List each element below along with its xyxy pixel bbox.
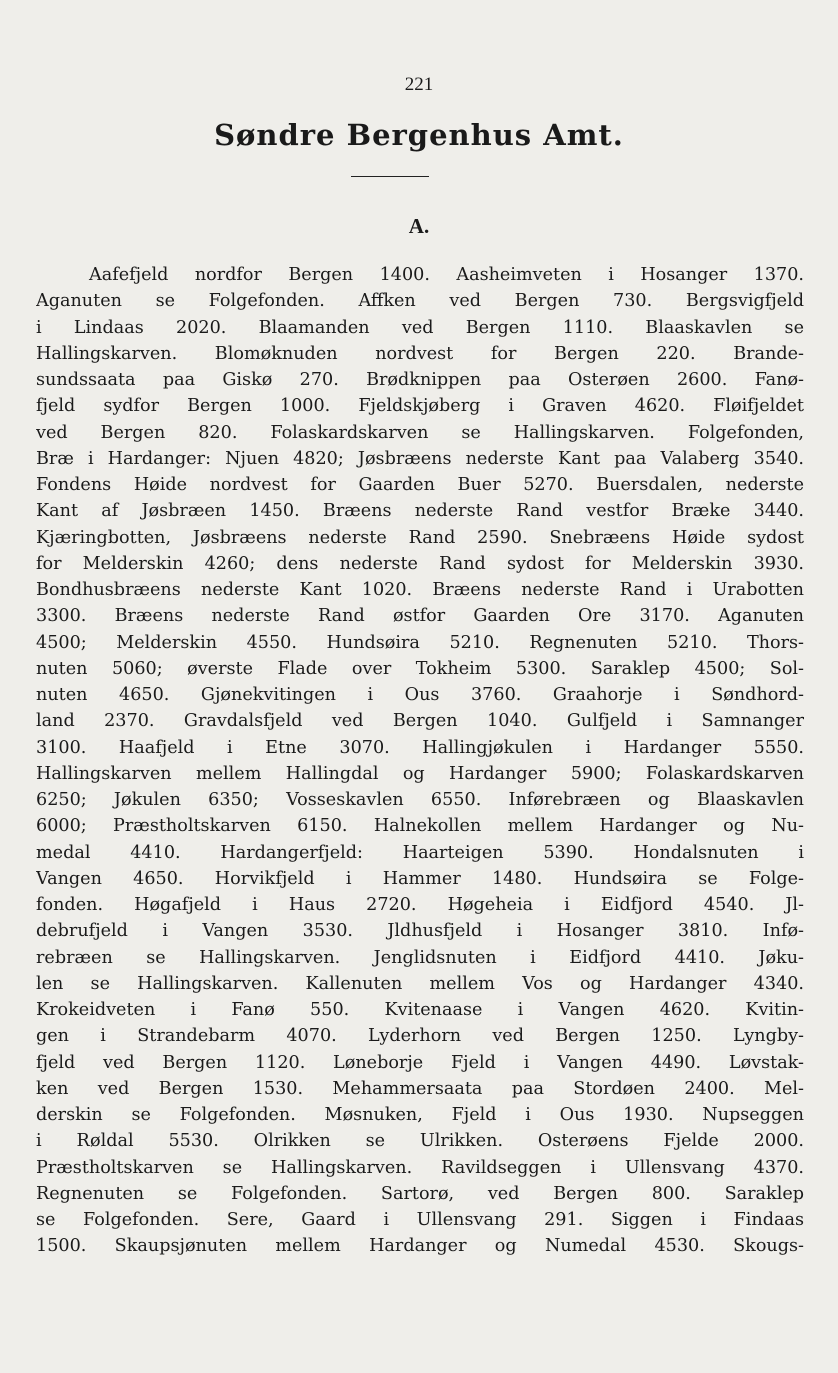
text-line: 1500. Skaupsjønuten mellem Hardanger og Numedal 4530. Skougs- <box>36 1236 804 1257</box>
text-line: Bondhusbræens nederste Kant 1020. Bræens nederste Rand i Urabotten <box>36 580 804 600</box>
text-line: fjeld sydfor Bergen 1000. Fjeldskjøberg i Graven 4620. Fløifjeldet <box>36 396 804 417</box>
text-line: land 2370. Gravdalsfjeld ved Bergen 1040. Gulfjeld i Samnanger <box>36 711 804 732</box>
text-line: Bræ i Hardanger: Njuen 4820; Jøsbræens nederste Kant paa Valaberg 3540. <box>36 448 804 469</box>
page-title: Søndre Bergenhus Amt. <box>214 118 624 152</box>
text-line: i Røldal 5530. Olrikken se Ulrikken. Osterøens Fjelde 2000. <box>36 1131 804 1152</box>
text-line: Aafefjeld nordfor Bergen 1400. Aasheimveten i Hosanger 1370. <box>89 265 804 285</box>
text-line: se Folgefonden. Sere, Gaard i Ullensvang 291. Siggen i Findaas <box>36 1210 804 1230</box>
text-line: Fondens Høide nordvest for Gaarden Buer 5270. Buersdalen, nederste <box>36 475 804 495</box>
text-line: ken ved Bergen 1530. Mehammersaata paa Stordøen 2400. Mel- <box>36 1078 804 1099</box>
text-line: fonden. Høgafjeld i Haus 2720. Høgeheia i Eidfjord 4540. Jl- <box>36 895 804 915</box>
text-line: medal 4410. Hardangerfjeld: Haarteigen 5390. Hondalsnuten i <box>36 842 804 863</box>
text-line: i Lindaas 2020. Blaamanden ved Bergen 1110. Blaaskavlen se <box>36 317 804 338</box>
text-line: debrufjeld i Vangen 3530. Jldhusfjeld i Hosanger 3810. Infø- <box>36 921 804 942</box>
gazetteer-text <box>36 262 804 1260</box>
text-line: rebræen se Hallingskarven. Jenglidsnuten i Eidfjord 4410. Jøku- <box>36 947 804 968</box>
text-line: Krokeidveten i Fanø 550. Kvitenaase i Vangen 4620. Kvitin- <box>36 1000 804 1020</box>
text-line: gen i Strandebarm 4070. Lyderhorn ved Bergen 1250. Lyngby- <box>36 1026 804 1047</box>
text-line: sundssaata paa Giskø 270. Brødknippen paa Osterøen 2600. Fanø- <box>36 370 804 390</box>
text-line: len se Hallingskarven. Kallenuten mellem Vos og Hardanger 4340. <box>36 973 804 994</box>
text-line: 4500; Melderskin 4550. Hundsøira 5210. Regnenuten 5210. Thors- <box>36 632 804 653</box>
text-line: Hallingskarven mellem Hallingdal og Hardanger 5900; Folaskardskarven <box>36 763 804 784</box>
text-line: 3100. Haafjeld i Etne 3070. Hallingjøkulen i Hardanger 5550. <box>36 737 804 758</box>
text-line: 6250; Jøkulen 6350; Vosseskavlen 6550. Inførebræen og Blaaskavlen <box>36 790 804 810</box>
text-line: derskin se Folgefonden. Møsnuken, Fjeld i Ous 1930. Nupseggen <box>36 1105 804 1125</box>
text-line: Præstholtskarven se Hallingskarven. Ravildseggen i Ullensvang 4370. <box>36 1157 804 1178</box>
text-line: Kjæringbotten, Jøsbræens nederste Rand 2590. Snebræens Høide sydost <box>36 527 804 548</box>
text-line: Regnenuten se Folgefonden. Sartorø, ved Bergen 800. Saraklep <box>36 1183 804 1204</box>
title-rule <box>351 176 429 177</box>
text-line: Aganuten se Folgefonden. Affken ved Bergen 730. Bergsvigfjeld <box>36 291 804 312</box>
text-line: Vangen 4650. Horvikfjeld i Hammer 1480. Hundsøira se Folge- <box>36 868 804 889</box>
text-line: 3300. Bræens nederste Rand østfor Gaarden Ore 3170. Aganuten <box>36 606 804 627</box>
text-line: nuten 5060; øverste Flade over Tokheim 5300. Saraklep 4500; Sol- <box>36 658 804 679</box>
text-line: for Melderskin 4260; dens nederste Rand sydost for Melderskin 3930. <box>36 553 804 574</box>
text-line: Hallingskarven. Blomøknuden nordvest for Bergen 220. Brande- <box>36 343 804 364</box>
text-line: ved Bergen 820. Folaskardskarven se Hallingskarven. Folgefonden, <box>36 422 804 443</box>
text-line: Kant af Jøsbræen 1450. Bræens nederste Rand vestfor Bræke 3440. <box>36 501 804 522</box>
text-line: 6000; Præstholtskarven 6150. Halnekollen mellem Hardanger og Nu- <box>36 816 804 837</box>
text-line: nuten 4650. Gjønekvitingen i Ous 3760. Graahorje i Søndhord- <box>36 685 804 705</box>
page-number: 221 <box>404 74 434 95</box>
text-line: fjeld ved Bergen 1120. Løneborje Fjeld i Vangen 4490. Løvstak- <box>36 1052 804 1073</box>
section-heading: A. <box>408 214 430 238</box>
